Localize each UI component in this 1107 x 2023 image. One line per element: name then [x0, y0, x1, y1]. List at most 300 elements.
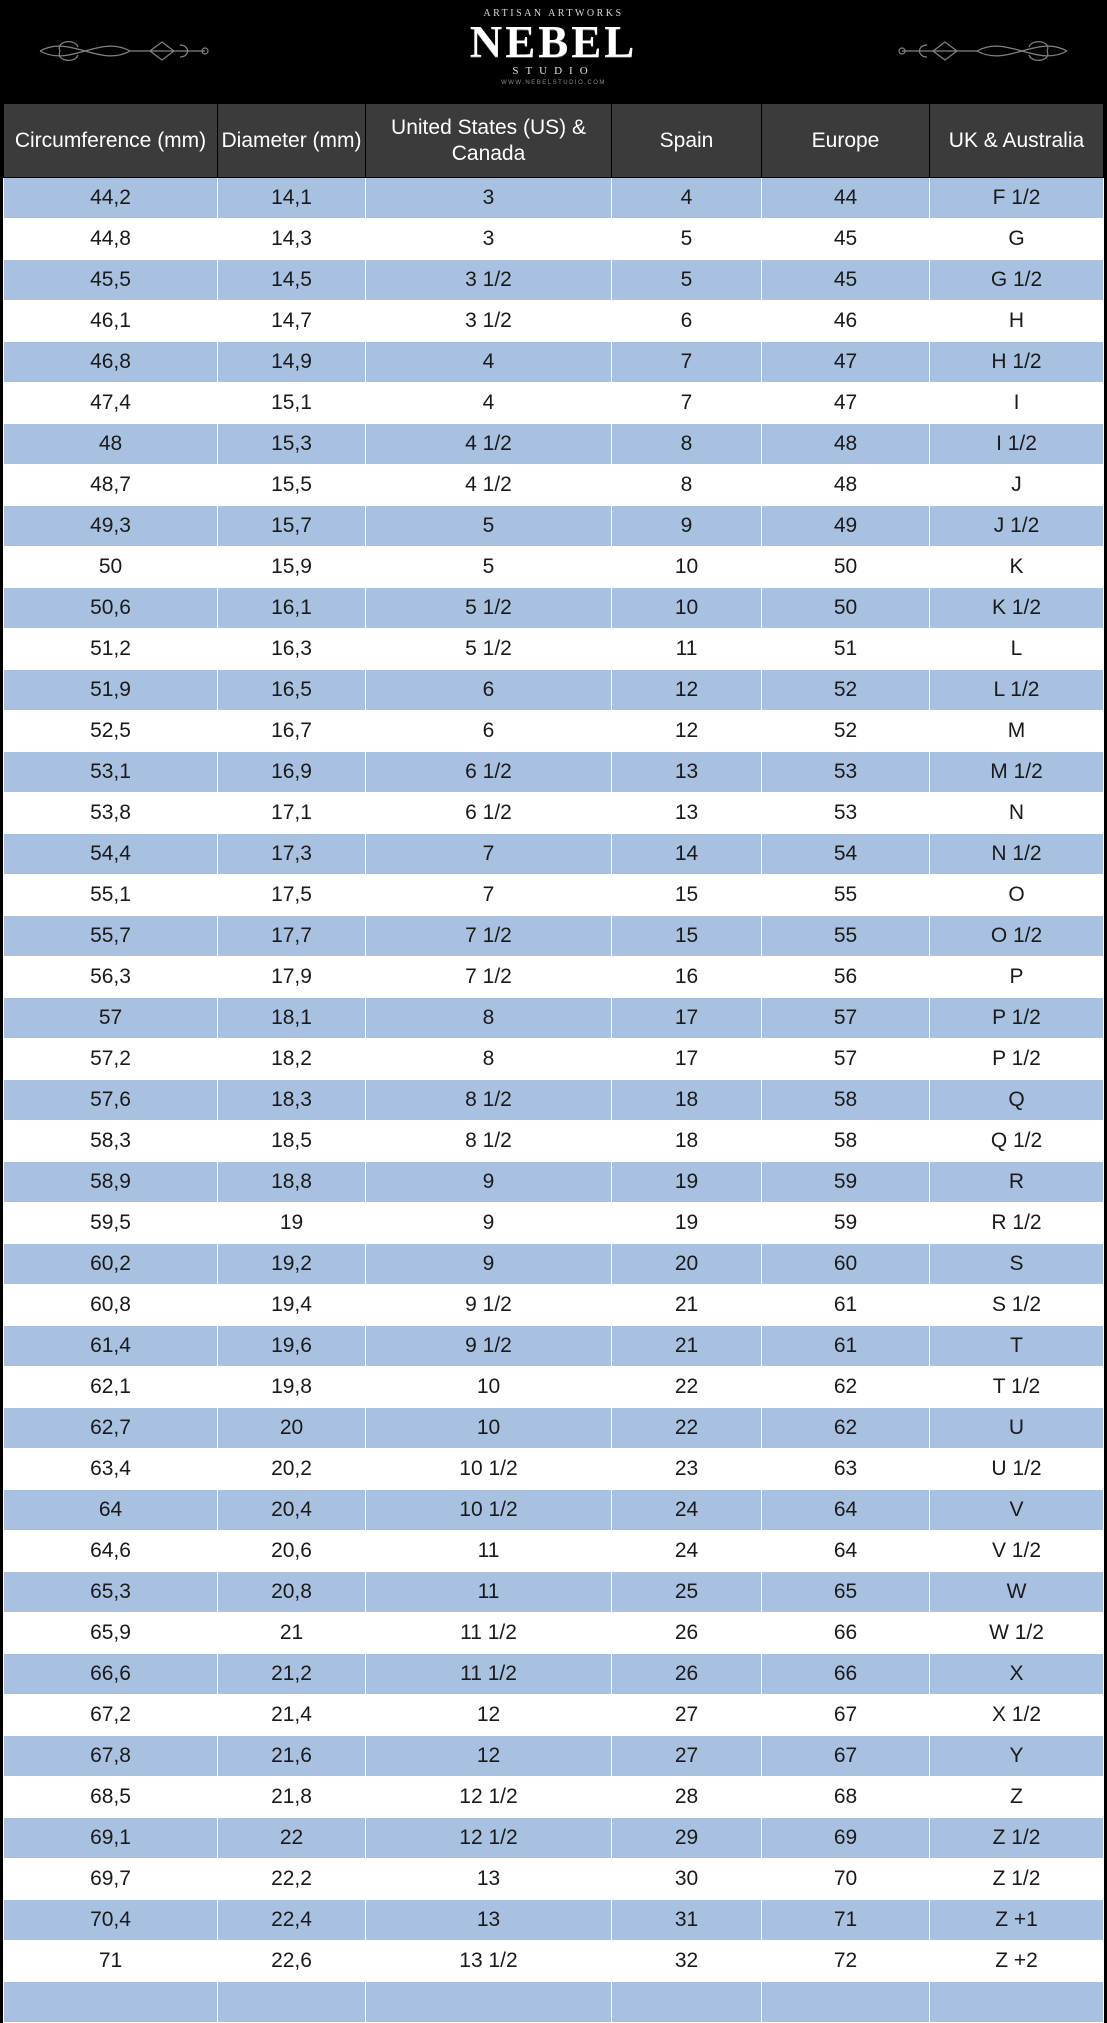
cell-spain: 5: [612, 219, 762, 260]
cell-us-canada: 6 1/2: [366, 793, 612, 834]
table-row: [4, 875, 1104, 916]
table-row: [4, 424, 1104, 465]
cell-europe: 62: [762, 1408, 930, 1449]
cell-uk-australia: T 1/2: [930, 1367, 1104, 1408]
cell-diameter: 15,7: [218, 506, 366, 547]
cell-europe: 61: [762, 1285, 930, 1326]
cell-diameter: 14,1: [218, 178, 366, 219]
cell-uk-australia: Z 1/2: [930, 1818, 1104, 1859]
cell-uk-australia: K 1/2: [930, 588, 1104, 629]
table-row: [4, 547, 1104, 588]
cell-us-canada: 6: [366, 711, 612, 752]
table-row: [4, 1449, 1104, 1490]
cell-circumference: 65,3: [4, 1572, 218, 1613]
cell-diameter: 22,6: [218, 1941, 366, 1982]
cell-diameter: 19: [218, 1203, 366, 1244]
cell-uk-australia: Z: [930, 1777, 1104, 1818]
cell-spain: 26: [612, 1613, 762, 1654]
cell-diameter: 19,2: [218, 1244, 366, 1285]
cell-diameter: 14,9: [218, 342, 366, 383]
cell-spain: 14: [612, 834, 762, 875]
table-row: [4, 178, 1104, 219]
cell-spain: 22: [612, 1367, 762, 1408]
cell-diameter: 19,8: [218, 1367, 366, 1408]
cell-diameter: 16,3: [218, 629, 366, 670]
cell-uk-australia: S 1/2: [930, 1285, 1104, 1326]
table-row: [4, 260, 1104, 301]
cell-diameter: 16,9: [218, 752, 366, 793]
cell-us-canada: 11 1/2: [366, 1654, 612, 1695]
cell-europe: 59: [762, 1203, 930, 1244]
cell-us-canada: 11: [366, 1572, 612, 1613]
cell-diameter: 20,8: [218, 1572, 366, 1613]
cell-uk-australia: P 1/2: [930, 998, 1104, 1039]
cell-diameter: 21,8: [218, 1777, 366, 1818]
cell-uk-australia: I: [930, 383, 1104, 424]
cell-diameter: 18,2: [218, 1039, 366, 1080]
cell-europe: 69: [762, 1818, 930, 1859]
cell-diameter: 18,8: [218, 1162, 366, 1203]
cell-spain: 30: [612, 1859, 762, 1900]
cell-circumference: 62,1: [4, 1367, 218, 1408]
cell-us-canada: 7 1/2: [366, 957, 612, 998]
cell-diameter: 17,3: [218, 834, 366, 875]
cell-spain: 20: [612, 1244, 762, 1285]
cell-diameter: 18,3: [218, 1080, 366, 1121]
cell-circumference: 63,4: [4, 1449, 218, 1490]
cell-uk-australia: T: [930, 1326, 1104, 1367]
cell-spain: 19: [612, 1203, 762, 1244]
table-row: [4, 629, 1104, 670]
cell-diameter: 21,4: [218, 1695, 366, 1736]
cell-uk-australia: Y: [930, 1736, 1104, 1777]
cell-diameter: 20,4: [218, 1490, 366, 1531]
brand-url: WWW.NEBELSTUDIO.COM: [501, 80, 606, 86]
cell-circumference: 58,9: [4, 1162, 218, 1203]
table-row: [4, 998, 1104, 1039]
cell-circumference: 57,6: [4, 1080, 218, 1121]
cell-spain: 13: [612, 752, 762, 793]
cell-us-canada: 9: [366, 1162, 612, 1203]
cell-circumference: 65,9: [4, 1613, 218, 1654]
cell-spain: 6: [612, 301, 762, 342]
cell-diameter: 22,2: [218, 1859, 366, 1900]
cell-us-canada: 11 1/2: [366, 1613, 612, 1654]
cell-diameter: [218, 1982, 366, 2023]
cell-diameter: 17,9: [218, 957, 366, 998]
cell-uk-australia: K: [930, 547, 1104, 588]
cell-circumference: 50,6: [4, 588, 218, 629]
cell-circumference: 67,8: [4, 1736, 218, 1777]
cell-circumference: 66,6: [4, 1654, 218, 1695]
table-row: [4, 1408, 1104, 1449]
cell-us-canada: 8: [366, 1039, 612, 1080]
cell-circumference: 50: [4, 547, 218, 588]
cell-us-canada: 5 1/2: [366, 588, 612, 629]
cell-spain: 4: [612, 178, 762, 219]
cell-circumference: 51,9: [4, 670, 218, 711]
cell-us-canada: 11: [366, 1531, 612, 1572]
table-row: [4, 1777, 1104, 1818]
table-row: [4, 588, 1104, 629]
cell-circumference: 62,7: [4, 1408, 218, 1449]
cell-spain: [612, 1982, 762, 2023]
cell-circumference: 48: [4, 424, 218, 465]
cell-uk-australia: X 1/2: [930, 1695, 1104, 1736]
cell-spain: 19: [612, 1162, 762, 1203]
cell-spain: 13: [612, 793, 762, 834]
cell-circumference: 55,1: [4, 875, 218, 916]
cell-spain: 12: [612, 711, 762, 752]
cell-us-canada: 3: [366, 219, 612, 260]
cell-circumference: 64,6: [4, 1531, 218, 1572]
cell-us-canada: 10: [366, 1408, 612, 1449]
cell-diameter: 16,5: [218, 670, 366, 711]
column-header-europe: Europe: [762, 104, 930, 178]
cell-circumference: 51,2: [4, 629, 218, 670]
table-row: [4, 1285, 1104, 1326]
table-row: [4, 465, 1104, 506]
cell-uk-australia: Z +1: [930, 1900, 1104, 1941]
column-header-us-canada: United States (US) & Canada: [366, 104, 612, 178]
cell-spain: 21: [612, 1326, 762, 1367]
cell-circumference: 46,8: [4, 342, 218, 383]
cell-us-canada: 3 1/2: [366, 301, 612, 342]
cell-diameter: 21: [218, 1613, 366, 1654]
cell-europe: 67: [762, 1695, 930, 1736]
column-header-diameter: Diameter (mm): [218, 104, 366, 178]
cell-europe: 53: [762, 752, 930, 793]
cell-circumference: 56,3: [4, 957, 218, 998]
cell-spain: 17: [612, 998, 762, 1039]
cell-uk-australia: M 1/2: [930, 752, 1104, 793]
cell-uk-australia: U 1/2: [930, 1449, 1104, 1490]
cell-spain: 27: [612, 1736, 762, 1777]
cell-europe: 48: [762, 424, 930, 465]
cell-uk-australia: P 1/2: [930, 1039, 1104, 1080]
table-row: [4, 1941, 1104, 1982]
cell-spain: 15: [612, 916, 762, 957]
cell-europe: 64: [762, 1531, 930, 1572]
cell-europe: 47: [762, 342, 930, 383]
table-row: [4, 1162, 1104, 1203]
cell-us-canada: 4 1/2: [366, 424, 612, 465]
cell-uk-australia: X: [930, 1654, 1104, 1695]
cell-europe: [762, 1982, 930, 2023]
cell-uk-australia: P: [930, 957, 1104, 998]
cell-spain: 7: [612, 342, 762, 383]
cell-europe: 50: [762, 547, 930, 588]
cell-us-canada: 7: [366, 834, 612, 875]
cell-europe: 64: [762, 1490, 930, 1531]
table-body: [4, 178, 1104, 2023]
brand-logo: [244, 4, 864, 86]
cell-europe: 50: [762, 588, 930, 629]
cell-spain: 8: [612, 465, 762, 506]
cell-europe: 47: [762, 383, 930, 424]
cell-europe: 44: [762, 178, 930, 219]
cell-circumference: 48,7: [4, 465, 218, 506]
cell-circumference: 45,5: [4, 260, 218, 301]
cell-spain: 23: [612, 1449, 762, 1490]
cell-uk-australia: Q 1/2: [930, 1121, 1104, 1162]
cell-diameter: 15,5: [218, 465, 366, 506]
cell-diameter: 22,4: [218, 1900, 366, 1941]
cell-uk-australia: Z +2: [930, 1941, 1104, 1982]
cell-circumference: 52,5: [4, 711, 218, 752]
cell-diameter: 21,6: [218, 1736, 366, 1777]
cell-spain: 22: [612, 1408, 762, 1449]
cell-circumference: 69,7: [4, 1859, 218, 1900]
cell-us-canada: 9 1/2: [366, 1326, 612, 1367]
cell-europe: 48: [762, 465, 930, 506]
cell-europe: 57: [762, 998, 930, 1039]
cell-europe: 68: [762, 1777, 930, 1818]
cell-europe: 57: [762, 1039, 930, 1080]
table-row: [4, 1736, 1104, 1777]
cell-diameter: 14,3: [218, 219, 366, 260]
cell-europe: 51: [762, 629, 930, 670]
cell-uk-australia: [930, 1982, 1104, 2023]
ornament-left-icon: [30, 28, 230, 74]
cell-diameter: 19,6: [218, 1326, 366, 1367]
cell-us-canada: 6 1/2: [366, 752, 612, 793]
cell-diameter: 17,7: [218, 916, 366, 957]
cell-uk-australia: I 1/2: [930, 424, 1104, 465]
cell-us-canada: 8 1/2: [366, 1121, 612, 1162]
table-row: [4, 793, 1104, 834]
cell-circumference: 60,2: [4, 1244, 218, 1285]
cell-europe: 63: [762, 1449, 930, 1490]
cell-uk-australia: J 1/2: [930, 506, 1104, 547]
ring-size-table: [3, 103, 1104, 2023]
cell-uk-australia: L 1/2: [930, 670, 1104, 711]
cell-us-canada: 5: [366, 547, 612, 588]
cell-spain: 32: [612, 1941, 762, 1982]
table-row: [4, 752, 1104, 793]
cell-diameter: 18,1: [218, 998, 366, 1039]
table-row: [4, 1490, 1104, 1531]
cell-spain: 5: [612, 260, 762, 301]
cell-us-canada: 9 1/2: [366, 1285, 612, 1326]
cell-circumference: 70,4: [4, 1900, 218, 1941]
cell-europe: 49: [762, 506, 930, 547]
cell-us-canada: 6: [366, 670, 612, 711]
cell-us-canada: 9: [366, 1203, 612, 1244]
cell-uk-australia: M: [930, 711, 1104, 752]
cell-spain: 17: [612, 1039, 762, 1080]
cell-circumference: 64: [4, 1490, 218, 1531]
cell-spain: 25: [612, 1572, 762, 1613]
cell-circumference: 53,8: [4, 793, 218, 834]
table-row: [4, 506, 1104, 547]
cell-spain: 26: [612, 1654, 762, 1695]
cell-uk-australia: N 1/2: [930, 834, 1104, 875]
table-row: [4, 1613, 1104, 1654]
cell-us-canada: 8 1/2: [366, 1080, 612, 1121]
cell-spain: 7: [612, 383, 762, 424]
cell-uk-australia: L: [930, 629, 1104, 670]
cell-spain: 18: [612, 1080, 762, 1121]
cell-spain: 24: [612, 1531, 762, 1572]
cell-circumference: 57,2: [4, 1039, 218, 1080]
table-row: [4, 1244, 1104, 1285]
column-header-circumference: Circumference (mm): [4, 104, 218, 178]
cell-us-canada: 12 1/2: [366, 1818, 612, 1859]
cell-spain: 24: [612, 1490, 762, 1531]
table-row: [4, 1039, 1104, 1080]
cell-diameter: 22: [218, 1818, 366, 1859]
cell-europe: 66: [762, 1613, 930, 1654]
cell-us-canada: 5: [366, 506, 612, 547]
cell-us-canada: 8: [366, 998, 612, 1039]
table-row: [4, 1203, 1104, 1244]
cell-diameter: 20,2: [218, 1449, 366, 1490]
cell-circumference: 44,8: [4, 219, 218, 260]
cell-europe: 45: [762, 219, 930, 260]
cell-spain: 10: [612, 588, 762, 629]
cell-diameter: 20,6: [218, 1531, 366, 1572]
cell-europe: 54: [762, 834, 930, 875]
cell-us-canada: 10 1/2: [366, 1490, 612, 1531]
cell-circumference: 68,5: [4, 1777, 218, 1818]
cell-spain: 16: [612, 957, 762, 998]
column-header-spain: Spain: [612, 104, 762, 178]
cell-us-canada: 4: [366, 383, 612, 424]
cell-spain: 18: [612, 1121, 762, 1162]
cell-diameter: 15,3: [218, 424, 366, 465]
cell-uk-australia: W: [930, 1572, 1104, 1613]
cell-europe: 58: [762, 1080, 930, 1121]
cell-us-canada: 13: [366, 1900, 612, 1941]
table-row: [4, 1531, 1104, 1572]
cell-uk-australia: G 1/2: [930, 260, 1104, 301]
cell-circumference: 59,5: [4, 1203, 218, 1244]
cell-diameter: 21,2: [218, 1654, 366, 1695]
table-row: [4, 342, 1104, 383]
cell-europe: 61: [762, 1326, 930, 1367]
cell-circumference: 46,1: [4, 301, 218, 342]
cell-uk-australia: V: [930, 1490, 1104, 1531]
table-row: [4, 301, 1104, 342]
cell-us-canada: 10 1/2: [366, 1449, 612, 1490]
table-row: [4, 916, 1104, 957]
cell-us-canada: 12 1/2: [366, 1777, 612, 1818]
cell-uk-australia: S: [930, 1244, 1104, 1285]
cell-uk-australia: J: [930, 465, 1104, 506]
cell-uk-australia: U: [930, 1408, 1104, 1449]
cell-spain: 8: [612, 424, 762, 465]
cell-spain: 31: [612, 1900, 762, 1941]
table-filler-row: [4, 1982, 1104, 2023]
cell-circumference: 44,2: [4, 178, 218, 219]
cell-circumference: 61,4: [4, 1326, 218, 1367]
cell-circumference: 49,3: [4, 506, 218, 547]
cell-diameter: 19,4: [218, 1285, 366, 1326]
cell-spain: 15: [612, 875, 762, 916]
cell-diameter: 16,1: [218, 588, 366, 629]
cell-diameter: 18,5: [218, 1121, 366, 1162]
cell-us-canada: [366, 1982, 612, 2023]
cell-uk-australia: N: [930, 793, 1104, 834]
ornament-right-icon: [877, 28, 1077, 74]
cell-us-canada: 7 1/2: [366, 916, 612, 957]
cell-europe: 59: [762, 1162, 930, 1203]
cell-circumference: 60,8: [4, 1285, 218, 1326]
table-row: [4, 1572, 1104, 1613]
brand-subtitle: STUDIO: [512, 65, 595, 77]
cell-uk-australia: O: [930, 875, 1104, 916]
table-row: [4, 1080, 1104, 1121]
cell-diameter: 15,1: [218, 383, 366, 424]
cell-uk-australia: V 1/2: [930, 1531, 1104, 1572]
table-row: [4, 1367, 1104, 1408]
cell-uk-australia: Z 1/2: [930, 1859, 1104, 1900]
cell-europe: 71: [762, 1900, 930, 1941]
cell-circumference: 69,1: [4, 1818, 218, 1859]
brand-tagline: ARTISAN ARTWORKS: [483, 8, 624, 19]
cell-spain: 10: [612, 547, 762, 588]
cell-europe: 56: [762, 957, 930, 998]
cell-uk-australia: R 1/2: [930, 1203, 1104, 1244]
cell-europe: 58: [762, 1121, 930, 1162]
cell-europe: 60: [762, 1244, 930, 1285]
cell-us-canada: 3: [366, 178, 612, 219]
cell-circumference: 53,1: [4, 752, 218, 793]
table-row: [4, 834, 1104, 875]
cell-europe: 66: [762, 1654, 930, 1695]
cell-us-canada: 9: [366, 1244, 612, 1285]
cell-uk-australia: H 1/2: [930, 342, 1104, 383]
cell-circumference: 47,4: [4, 383, 218, 424]
cell-spain: 27: [612, 1695, 762, 1736]
table-row: [4, 711, 1104, 752]
cell-circumference: 71: [4, 1941, 218, 1982]
cell-circumference: 58,3: [4, 1121, 218, 1162]
cell-us-canada: 5 1/2: [366, 629, 612, 670]
brand-name: NEBEL: [469, 17, 638, 67]
cell-uk-australia: Q: [930, 1080, 1104, 1121]
cell-us-canada: 12: [366, 1736, 612, 1777]
cell-europe: 53: [762, 793, 930, 834]
cell-circumference: [4, 1982, 218, 2023]
cell-europe: 67: [762, 1736, 930, 1777]
cell-us-canada: 12: [366, 1695, 612, 1736]
cell-diameter: 14,7: [218, 301, 366, 342]
cell-europe: 52: [762, 711, 930, 752]
cell-us-canada: 7: [366, 875, 612, 916]
cell-spain: 11: [612, 629, 762, 670]
cell-europe: 46: [762, 301, 930, 342]
cell-us-canada: 10: [366, 1367, 612, 1408]
cell-europe: 45: [762, 260, 930, 301]
cell-diameter: 20: [218, 1408, 366, 1449]
cell-spain: 9: [612, 506, 762, 547]
cell-europe: 65: [762, 1572, 930, 1613]
cell-europe: 72: [762, 1941, 930, 1982]
cell-uk-australia: H: [930, 301, 1104, 342]
cell-spain: 29: [612, 1818, 762, 1859]
cell-uk-australia: F 1/2: [930, 178, 1104, 219]
table-row: [4, 1900, 1104, 1941]
table-row: [4, 219, 1104, 260]
cell-us-canada: 4: [366, 342, 612, 383]
cell-diameter: 15,9: [218, 547, 366, 588]
column-header-uk-australia: UK & Australia: [930, 104, 1104, 178]
cell-us-canada: 13: [366, 1859, 612, 1900]
cell-circumference: 57: [4, 998, 218, 1039]
cell-circumference: 67,2: [4, 1695, 218, 1736]
